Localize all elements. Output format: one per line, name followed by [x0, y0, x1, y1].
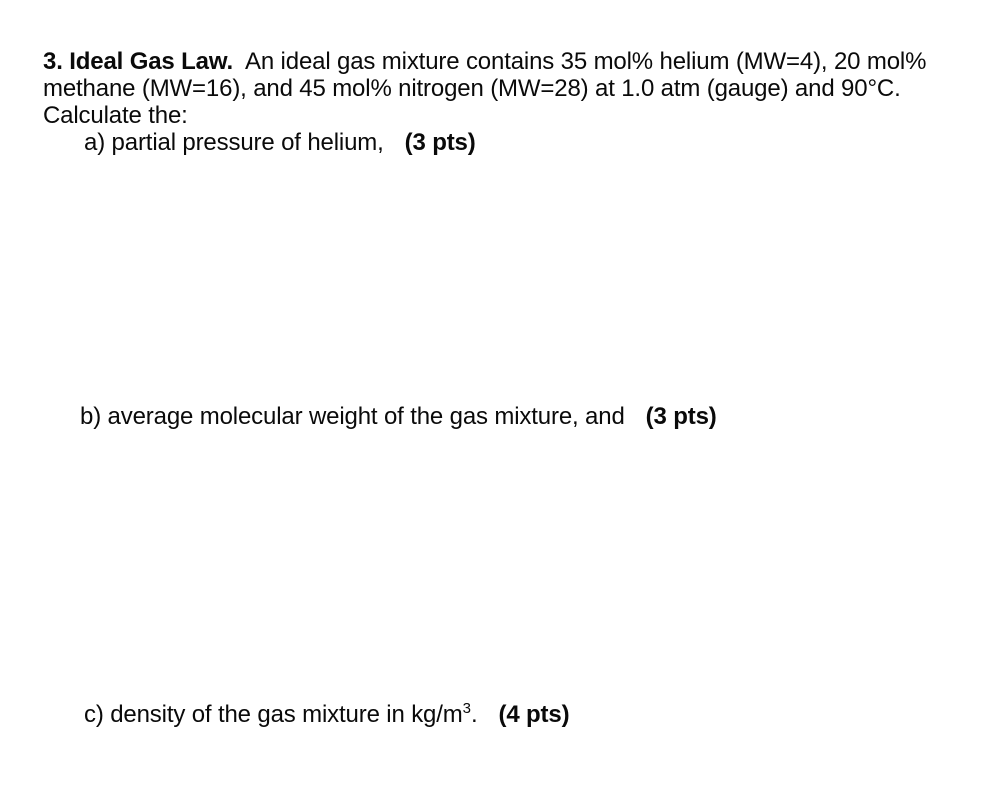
- part-a-points: (3 pts): [404, 129, 476, 156]
- part-c-points: (4 pts): [498, 701, 570, 728]
- part-a-text: a) partial pressure of helium,: [84, 129, 384, 156]
- question-intro: [43, 48, 948, 129]
- part-b-points: (3 pts): [645, 403, 717, 430]
- intro-line-1: [43, 48, 948, 75]
- question-part-b: [80, 403, 717, 430]
- question-title: 3. Ideal Gas Law.: [43, 48, 233, 75]
- part-c-superscript: 3: [462, 700, 471, 717]
- intro-line-2: methane (MW=16), and 45 mol% nitrogen (MW=28) at 1.0 atm (gauge) and 90°C.: [43, 75, 901, 102]
- intro-line-3: Calculate the:: [43, 102, 188, 129]
- part-b-text: b) average molecular weight of the gas mixture, and: [80, 403, 625, 430]
- part-c-text-after: .: [470, 701, 478, 728]
- intro-line-1-text: An ideal gas mixture contains 35 mol% helium (MW=4), 20 mol%: [244, 48, 927, 75]
- part-c-text: c) density of the gas mixture in kg/m: [84, 701, 463, 728]
- question-part-a: [84, 129, 476, 156]
- question-part-c: [84, 701, 569, 731]
